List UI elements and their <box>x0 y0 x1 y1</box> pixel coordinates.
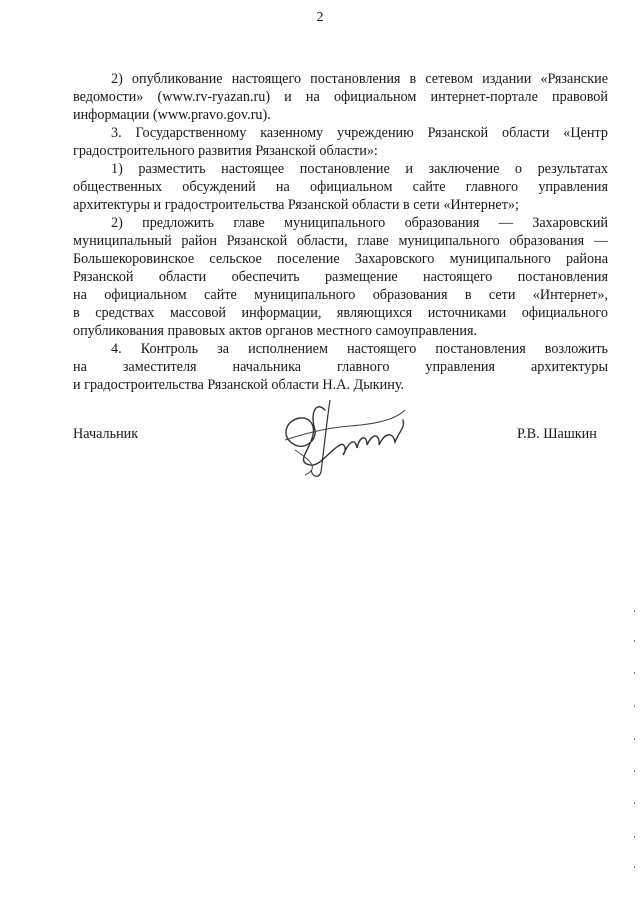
text-line: 4. Контроль за исполнением настоящего постановления возложить <box>111 341 608 357</box>
page-number: 2 <box>316 10 324 25</box>
text-line: в средствах массовой информации, являющихся источниками официального <box>73 305 608 321</box>
text-line: Большекоровинское сельское поселение Захаровского муниципального района <box>73 251 608 267</box>
text-line: 3. Государственному казенному учреждению Рязанской области «Центр <box>111 125 608 141</box>
text-line: 2) предложить главе муниципального образования — Захаровский <box>111 215 608 231</box>
text-line: на заместителя начальника главного управления архитектуры <box>73 359 608 375</box>
handwritten-signature <box>255 390 455 480</box>
text-line: архитектуры и градостроительства Рязанской области в сети «Интернет»; <box>73 197 519 213</box>
text-line: муниципальный район Рязанской области, главе муниципального образования — <box>73 233 608 249</box>
text-line: градостроительного развития Рязанской области»: <box>73 143 378 159</box>
text-line: 2) опубликование настоящего постановления в сетевом издании «Рязанские <box>111 71 608 87</box>
text-line: Рязанской области обеспечить размещение настоящего постановления <box>73 269 608 285</box>
text-line: информации (www.pravo.gov.ru). <box>73 107 271 123</box>
text-line: ведомости» (www.rv-ryazan.ru) и на официальном интернет-портале правовой <box>73 89 608 105</box>
text-line: на официальном сайте муниципального образования в сети «Интернет», <box>73 287 608 303</box>
text-line: 1) разместить настоящее постановление и заключение о результатах <box>111 161 608 177</box>
signatory-position: Начальник <box>73 426 139 442</box>
margin-marks <box>632 610 638 870</box>
signatory-name: Р.В. Шашкин <box>517 426 597 442</box>
text-line: и градостроительства Рязанской области Н.А. Дыкину. <box>73 377 405 393</box>
text-line: общественных обсуждений на официальном сайте главного управления <box>73 179 608 195</box>
text-line: опубликования правовых актов органов местного самоуправления. <box>73 323 478 339</box>
